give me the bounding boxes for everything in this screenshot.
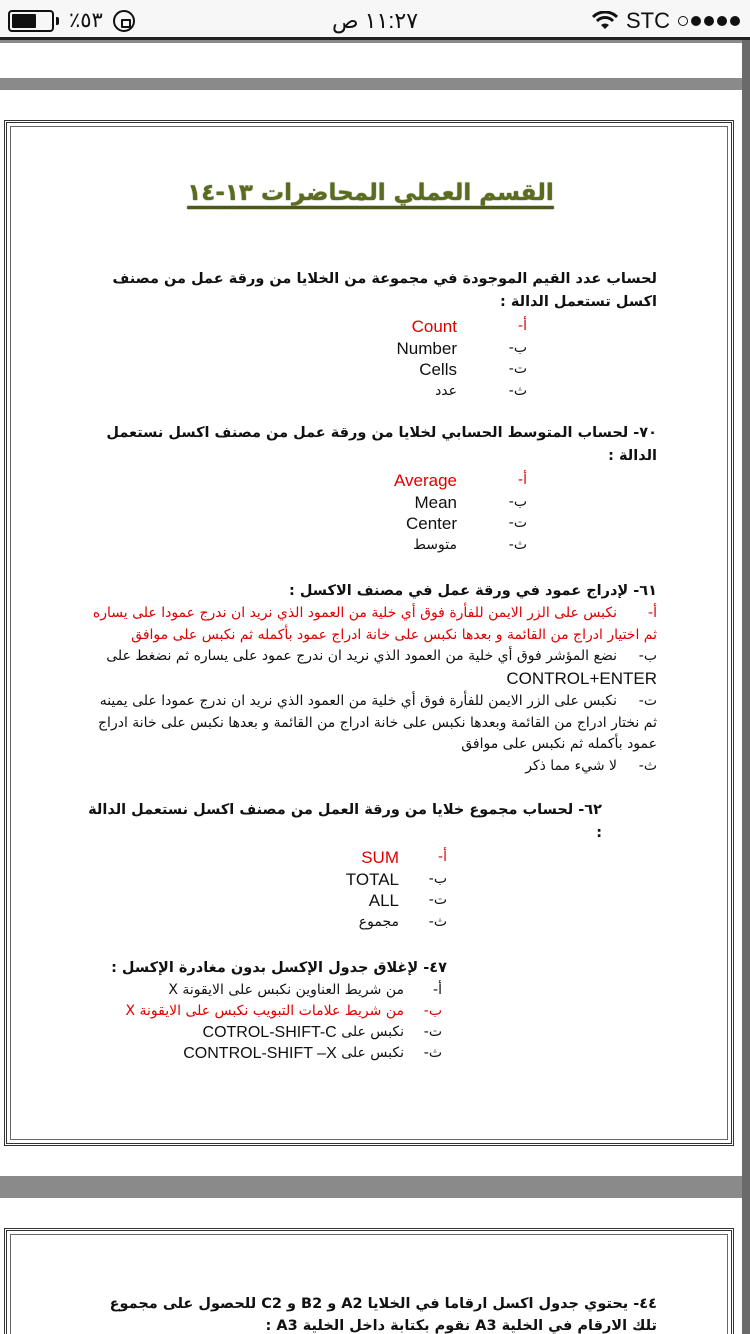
- option-item: ث- مجموع: [358, 913, 447, 930]
- options-list: [84, 316, 657, 402]
- status-time: ١١:٢٧ ص: [331, 8, 419, 33]
- options-list: [84, 980, 657, 1064]
- question-text: لحساب عدد القيم الموجودة في مجموعة من الخلايا من ورقة عمل من مصنف اكسل تستعمل الدالة :: [112, 271, 657, 310]
- option-item: ث-لا شيء مما ذكر: [525, 757, 657, 774]
- options-list: [84, 603, 657, 777]
- page-title: القسم العملي المحاضرات ١٣-١٤: [187, 180, 554, 206]
- carrier-name: STC: [626, 8, 670, 33]
- option-item: ت- Center: [405, 514, 527, 533]
- option-item: ت-نكبس على الزر الايمن للفأرة فوق أي خلية من العمود الذي نريد ان ندرج عمودا على يمينه ثم نختار ادراج من القائمة وبعدها نكبس على خانة ادراج من القائمة و بعدها نكبس على خانة ادراج عمود بأكمله ثم نكبس على موافق: [98, 693, 657, 752]
- question-text: ٦٢- لحساب مجموع خلايا من ورقة العمل من مصنف اكسل نستعمل الدالة :: [88, 802, 602, 841]
- option-item: ت- Cells: [419, 360, 527, 379]
- next-document-page[interactable]: [0, 1198, 742, 1334]
- scroll-edge: [742, 40, 750, 1334]
- options-list: [84, 847, 657, 933]
- wifi-icon: [592, 11, 618, 31]
- option-item: ب- Number: [396, 338, 527, 358]
- question-text: ٦١- لإدراج عمود في ورقة عمل في مصنف الاكسل :: [288, 583, 657, 599]
- option-item: ب- Mean: [414, 492, 527, 512]
- document-page[interactable]: [0, 90, 742, 1176]
- status-bar: [0, 0, 750, 40]
- signal-strength-icon: [678, 16, 740, 26]
- question-text: ٧٠- لحساب المتوسط الحسابي لخلايا من ورقة عمل من مصنف اكسل نستعمل الدالة :: [106, 425, 657, 464]
- option-item: ب-نضع المؤشر فوق أي خلية من العمود الذي نريد ان ندرج عمود على يساره ثم نضغط على CONTROL+ENTER: [106, 648, 657, 688]
- option-item: ب- TOTAL: [345, 869, 447, 889]
- option-item: أ- Average: [393, 471, 527, 490]
- option-item: ب- من شريط علامات التبويب نكبس على الايقونة X: [125, 1003, 442, 1019]
- status-right: [592, 8, 740, 34]
- option-item: ث- عدد: [435, 382, 527, 399]
- option-item: أ- من شريط العناوين نكبس على الايقونة X: [168, 982, 442, 998]
- option-item: ث- متوسط: [413, 536, 527, 553]
- option-item: أ-نكبس على الزر الايمن للفأرة فوق أي خلية من العمود الذي نريد ان ندرج عمودا على يساره ثم اختيار ادراج من القائمة و بعدها نكبس على خانة ادراج عمود بأكمله ثم نكبس على موافق: [92, 605, 657, 643]
- next-question-text: ٤٤- يحتوي جدول اكسل ارقاما في الخلايا A2 و B2 و C2 للحصول على مجموع تلك الارقام في الخلية A3 نقوم بكتابة داخل الخلية A3 :: [109, 1296, 657, 1334]
- question-text: ٤٧- لإغلاق جدول الإكسل بدون مغادرة الإكسل :: [111, 960, 447, 976]
- options-list: [84, 470, 657, 556]
- option-item: ت- ALL: [368, 891, 447, 910]
- option-item: أ- Count: [411, 317, 527, 336]
- previous-page-bottom: [0, 43, 742, 78]
- battery-percent: ٪٥٣: [69, 9, 103, 32]
- option-item: أ- SUM: [361, 848, 447, 867]
- page-content: [84, 180, 657, 1064]
- option-item: ث- نكبس على CONTROL-SHIFT –X: [183, 1045, 442, 1062]
- option-item: ت- نكبس على COTROL-SHIFT-C: [202, 1024, 442, 1041]
